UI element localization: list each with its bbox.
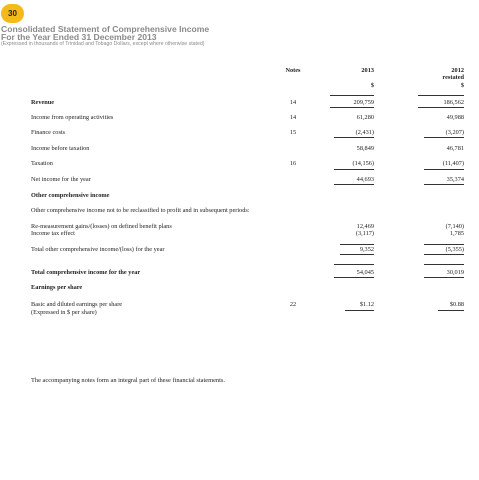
- rule: [334, 169, 374, 170]
- remeasurement-2012: (7,140): [445, 223, 464, 230]
- rule: [424, 264, 464, 265]
- before-tax-2012: 46,781: [446, 145, 464, 152]
- rule: [438, 310, 464, 311]
- remeasurement-2013: 12,469: [356, 223, 374, 230]
- rule: [418, 95, 464, 96]
- before-tax-label: Income before taxation: [31, 145, 90, 152]
- statement-note: (Expressed in thousands of Trinidad and Tobago Dollars, except where otherwise stated): [1, 41, 205, 47]
- tax-effect-2012: 1,785: [449, 230, 464, 237]
- before-tax-2013: 58,849: [356, 145, 374, 152]
- rule: [424, 244, 464, 245]
- total-ci-2012: 30,019: [446, 269, 464, 276]
- rule: [424, 184, 464, 185]
- rule: [330, 107, 374, 108]
- finance-label: Finance costs: [31, 129, 66, 136]
- rule: [334, 137, 374, 138]
- eps-note: 22: [289, 301, 297, 308]
- eps-sublabel: (Expressed in $ per share): [31, 309, 97, 316]
- rule: [424, 169, 464, 170]
- revenue-2012: 186,562: [443, 99, 464, 106]
- rule: [424, 277, 464, 278]
- operating-2012: 49,988: [446, 114, 464, 121]
- page-number-badge: 30: [1, 4, 24, 23]
- rule: [334, 184, 374, 185]
- rule: [424, 254, 464, 255]
- taxation-2012: (11,407): [442, 160, 464, 167]
- total-oci-2012: (5,355): [445, 246, 464, 253]
- operating-label: Income from operating activities: [31, 114, 114, 121]
- tax-effect-label: Income tax effect: [31, 230, 75, 237]
- total-ci-2013: 54,045: [356, 269, 374, 276]
- tax-effect-2013: (3,117): [355, 230, 374, 237]
- net-income-label: Net income for the year: [31, 176, 91, 183]
- total-oci-label: Total other comprehensive income/(loss) for the year: [31, 246, 165, 253]
- total-oci-2013: 9,352: [359, 246, 374, 253]
- year-2012-unit: $: [460, 82, 464, 89]
- year-2013-header: 2013: [361, 67, 374, 74]
- taxation-2013: (14,156): [352, 160, 374, 167]
- finance-2012: (3,207): [445, 129, 464, 136]
- footer-note: The accompanying notes form an integral part of these financial statements.: [31, 377, 225, 384]
- operating-2013: 61,280: [356, 114, 374, 121]
- rule: [340, 244, 374, 245]
- eps-label: Basic and diluted earnings per share: [31, 301, 123, 308]
- remeasurement-label: Re-measurement gains/(losses) on defined benefit plans: [31, 223, 172, 230]
- finance-note: 15: [289, 129, 297, 136]
- total-ci-label: Total comprehensive income for the year: [31, 269, 141, 276]
- rule: [334, 264, 374, 265]
- rule: [424, 137, 464, 138]
- year-2013-unit: $: [370, 82, 374, 89]
- notes-column-header: Notes: [285, 67, 301, 74]
- net-income-2013: 44,693: [356, 176, 374, 183]
- net-income-2012: 35,374: [446, 176, 464, 183]
- year-2012-restated: restated: [442, 74, 464, 81]
- operating-note: 14: [289, 114, 297, 121]
- rule: [340, 254, 374, 255]
- finance-2013: (2,431): [355, 129, 374, 136]
- taxation-label: Taxation: [31, 160, 53, 167]
- revenue-note: 14: [289, 99, 297, 106]
- revenue-label: Revenue: [31, 99, 55, 106]
- year-2012-header: 2012: [451, 67, 464, 74]
- statement-title: Consolidated Statement of Comprehensive Income: [1, 24, 210, 34]
- rule: [418, 107, 464, 108]
- rule: [334, 277, 374, 278]
- statement-subtitle: For the Year Ended 31 December 2013: [1, 32, 157, 42]
- eps-2013: $1.12: [359, 301, 374, 308]
- rule: [330, 95, 374, 96]
- taxation-note: 16: [289, 160, 297, 167]
- oci-not-reclassified-label: Other comprehensive income not to be reclassified to profit and in subsequent periods:: [31, 207, 250, 214]
- rule: [345, 310, 374, 311]
- eps-2012: $0.88: [449, 301, 464, 308]
- revenue-2013: 209,759: [353, 99, 374, 106]
- oci-heading: Other comprehensive income: [31, 192, 110, 199]
- eps-heading: Earnings per share: [31, 284, 83, 291]
